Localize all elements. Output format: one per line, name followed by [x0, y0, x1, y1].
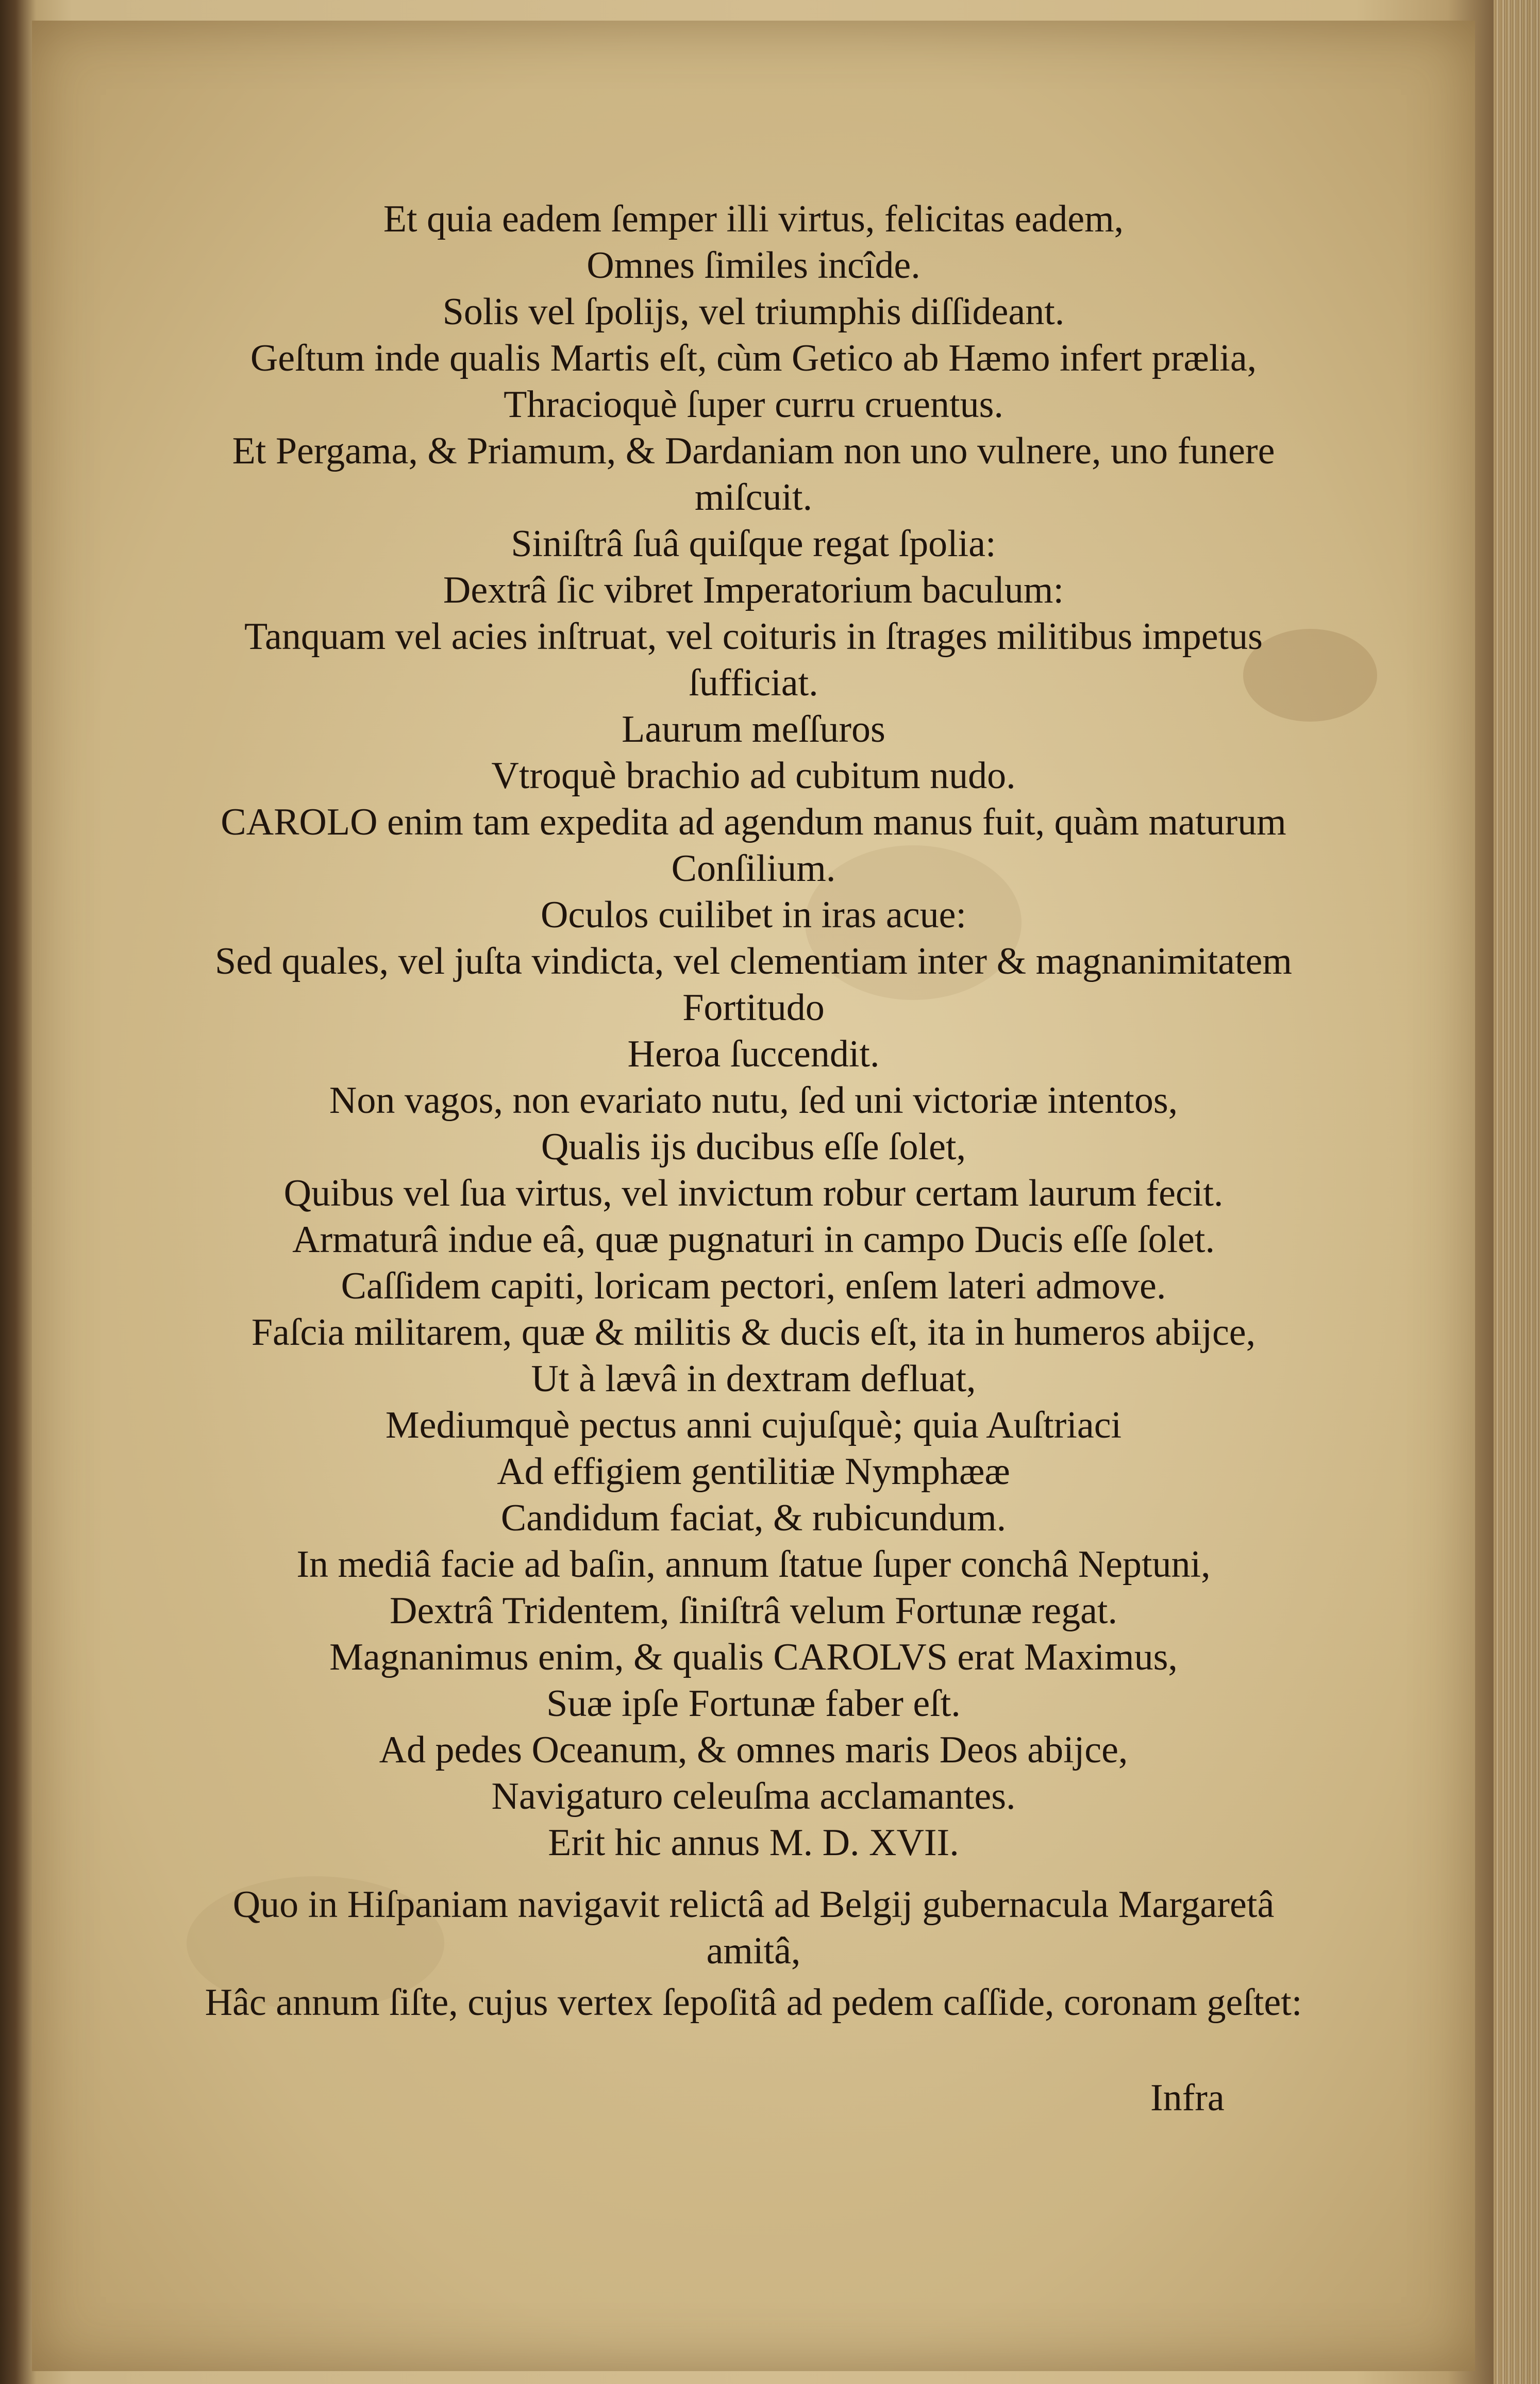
text-line: Suæ ipſe Fortunæ faber eſt.: [546, 1682, 961, 1725]
text-line: In mediâ facie ad baſin, annum ſtatue ſuper conchâ Neptuni,: [296, 1543, 1211, 1586]
text-line: ſufficiat.: [689, 662, 818, 704]
text-line: Heroa ſuccendit.: [627, 1033, 880, 1075]
text-line: Laurum meſſuros: [622, 708, 885, 751]
text-line: Candidum faciat, & rubicundum.: [500, 1497, 1007, 1539]
text-line: Dextrâ ſic vibret Imperatorium baculum:: [443, 569, 1064, 611]
text-line: Solis vel ſpolijs, vel triumphis diſſideant.: [442, 291, 1065, 333]
text-line: Thracioquè ſuper curru cruentus.: [504, 384, 1003, 426]
paper-leaf: [32, 21, 1475, 2371]
text-line: miſcuit.: [694, 476, 813, 519]
text-line: Fortitudo: [682, 987, 825, 1029]
text-line: Mediumquè pectus anni cujuſquè; quia Auſtriaci: [385, 1404, 1122, 1446]
text-line: Non vagos, non evariato nutu, ſed uni victoriæ intentos,: [329, 1079, 1178, 1122]
text-line: Ad effigiem gentilitiæ Nymphææ: [497, 1451, 1010, 1493]
text-line: Omnes ſimiles incîde.: [587, 244, 920, 287]
text-line: Erit hic annus M. D. XVII.: [548, 1822, 959, 1864]
text-line: Hâc annum ſiſte, cujus vertex ſepoſitâ ad pedem caſſide, coronam geſtet:: [205, 1981, 1302, 2024]
text-line: Faſcia militarem, quæ & militis & ducis eſt, ita in humeros abijce,: [251, 1311, 1256, 1354]
text-line: Armaturâ indue eâ, quæ pugnaturi in campo Ducis eſſe ſolet.: [292, 1219, 1215, 1261]
text-line: Ad pedes Oceanum, & omnes maris Deos abijce,: [379, 1729, 1128, 1771]
text-line: Tanquam vel acies inſtruat, vel coituris in ſtrages militibus impetus: [244, 615, 1263, 658]
text-line: Dextrâ Tridentem, ſiniſtrâ velum Fortunæ regat.: [390, 1590, 1117, 1632]
text-line: Caſſidem capiti, loricam pectori, enſem lateri admove.: [341, 1265, 1166, 1307]
text-line: Qualis ijs ducibus eſſe ſolet,: [541, 1126, 966, 1168]
text-line: Conſilium.: [671, 847, 836, 890]
text-line: Magnanimus enim, & qualis CAROLVS erat Maximus,: [329, 1636, 1178, 1678]
text-line: Et quia eadem ſemper illi virtus, felicitas eadem,: [383, 198, 1124, 240]
text-line: Quo in Hiſpaniam navigavit relictâ ad Belgij gubernacula Margaretâ: [232, 1883, 1275, 1926]
catchword: Infra: [1150, 2077, 1225, 2119]
text-line: Ut à lævâ in dextram defluat,: [531, 1358, 976, 1400]
text-line: Oculos cuilibet in iras acue:: [540, 894, 967, 936]
text-line: amitâ,: [706, 1930, 801, 1972]
text-line: Vtroquè brachio ad cubitum nudo.: [491, 755, 1016, 797]
text-line: Siniſtrâ ſuâ quiſque regat ſpolia:: [511, 523, 996, 565]
text-line: Sed quales, vel juſta vindicta, vel clementiam inter & magnanimitatem: [215, 940, 1292, 982]
text-line: CAROLO enim tam expedita ad agendum manus fuit, quàm maturum: [221, 801, 1286, 843]
text-line: Geſtum inde qualis Martis eſt, cùm Getico ab Hæmo infert prælia,: [250, 337, 1257, 379]
text-line: Navigaturo celeuſma acclamantes.: [491, 1775, 1016, 1818]
page-edges: [1494, 0, 1540, 2384]
text-line: Quibus vel ſua virtus, vel invictum robur certam laurum fecit.: [283, 1172, 1224, 1214]
text-line: Et Pergama, & Priamum, & Dardaniam non uno vulnere, uno funere: [232, 430, 1275, 472]
